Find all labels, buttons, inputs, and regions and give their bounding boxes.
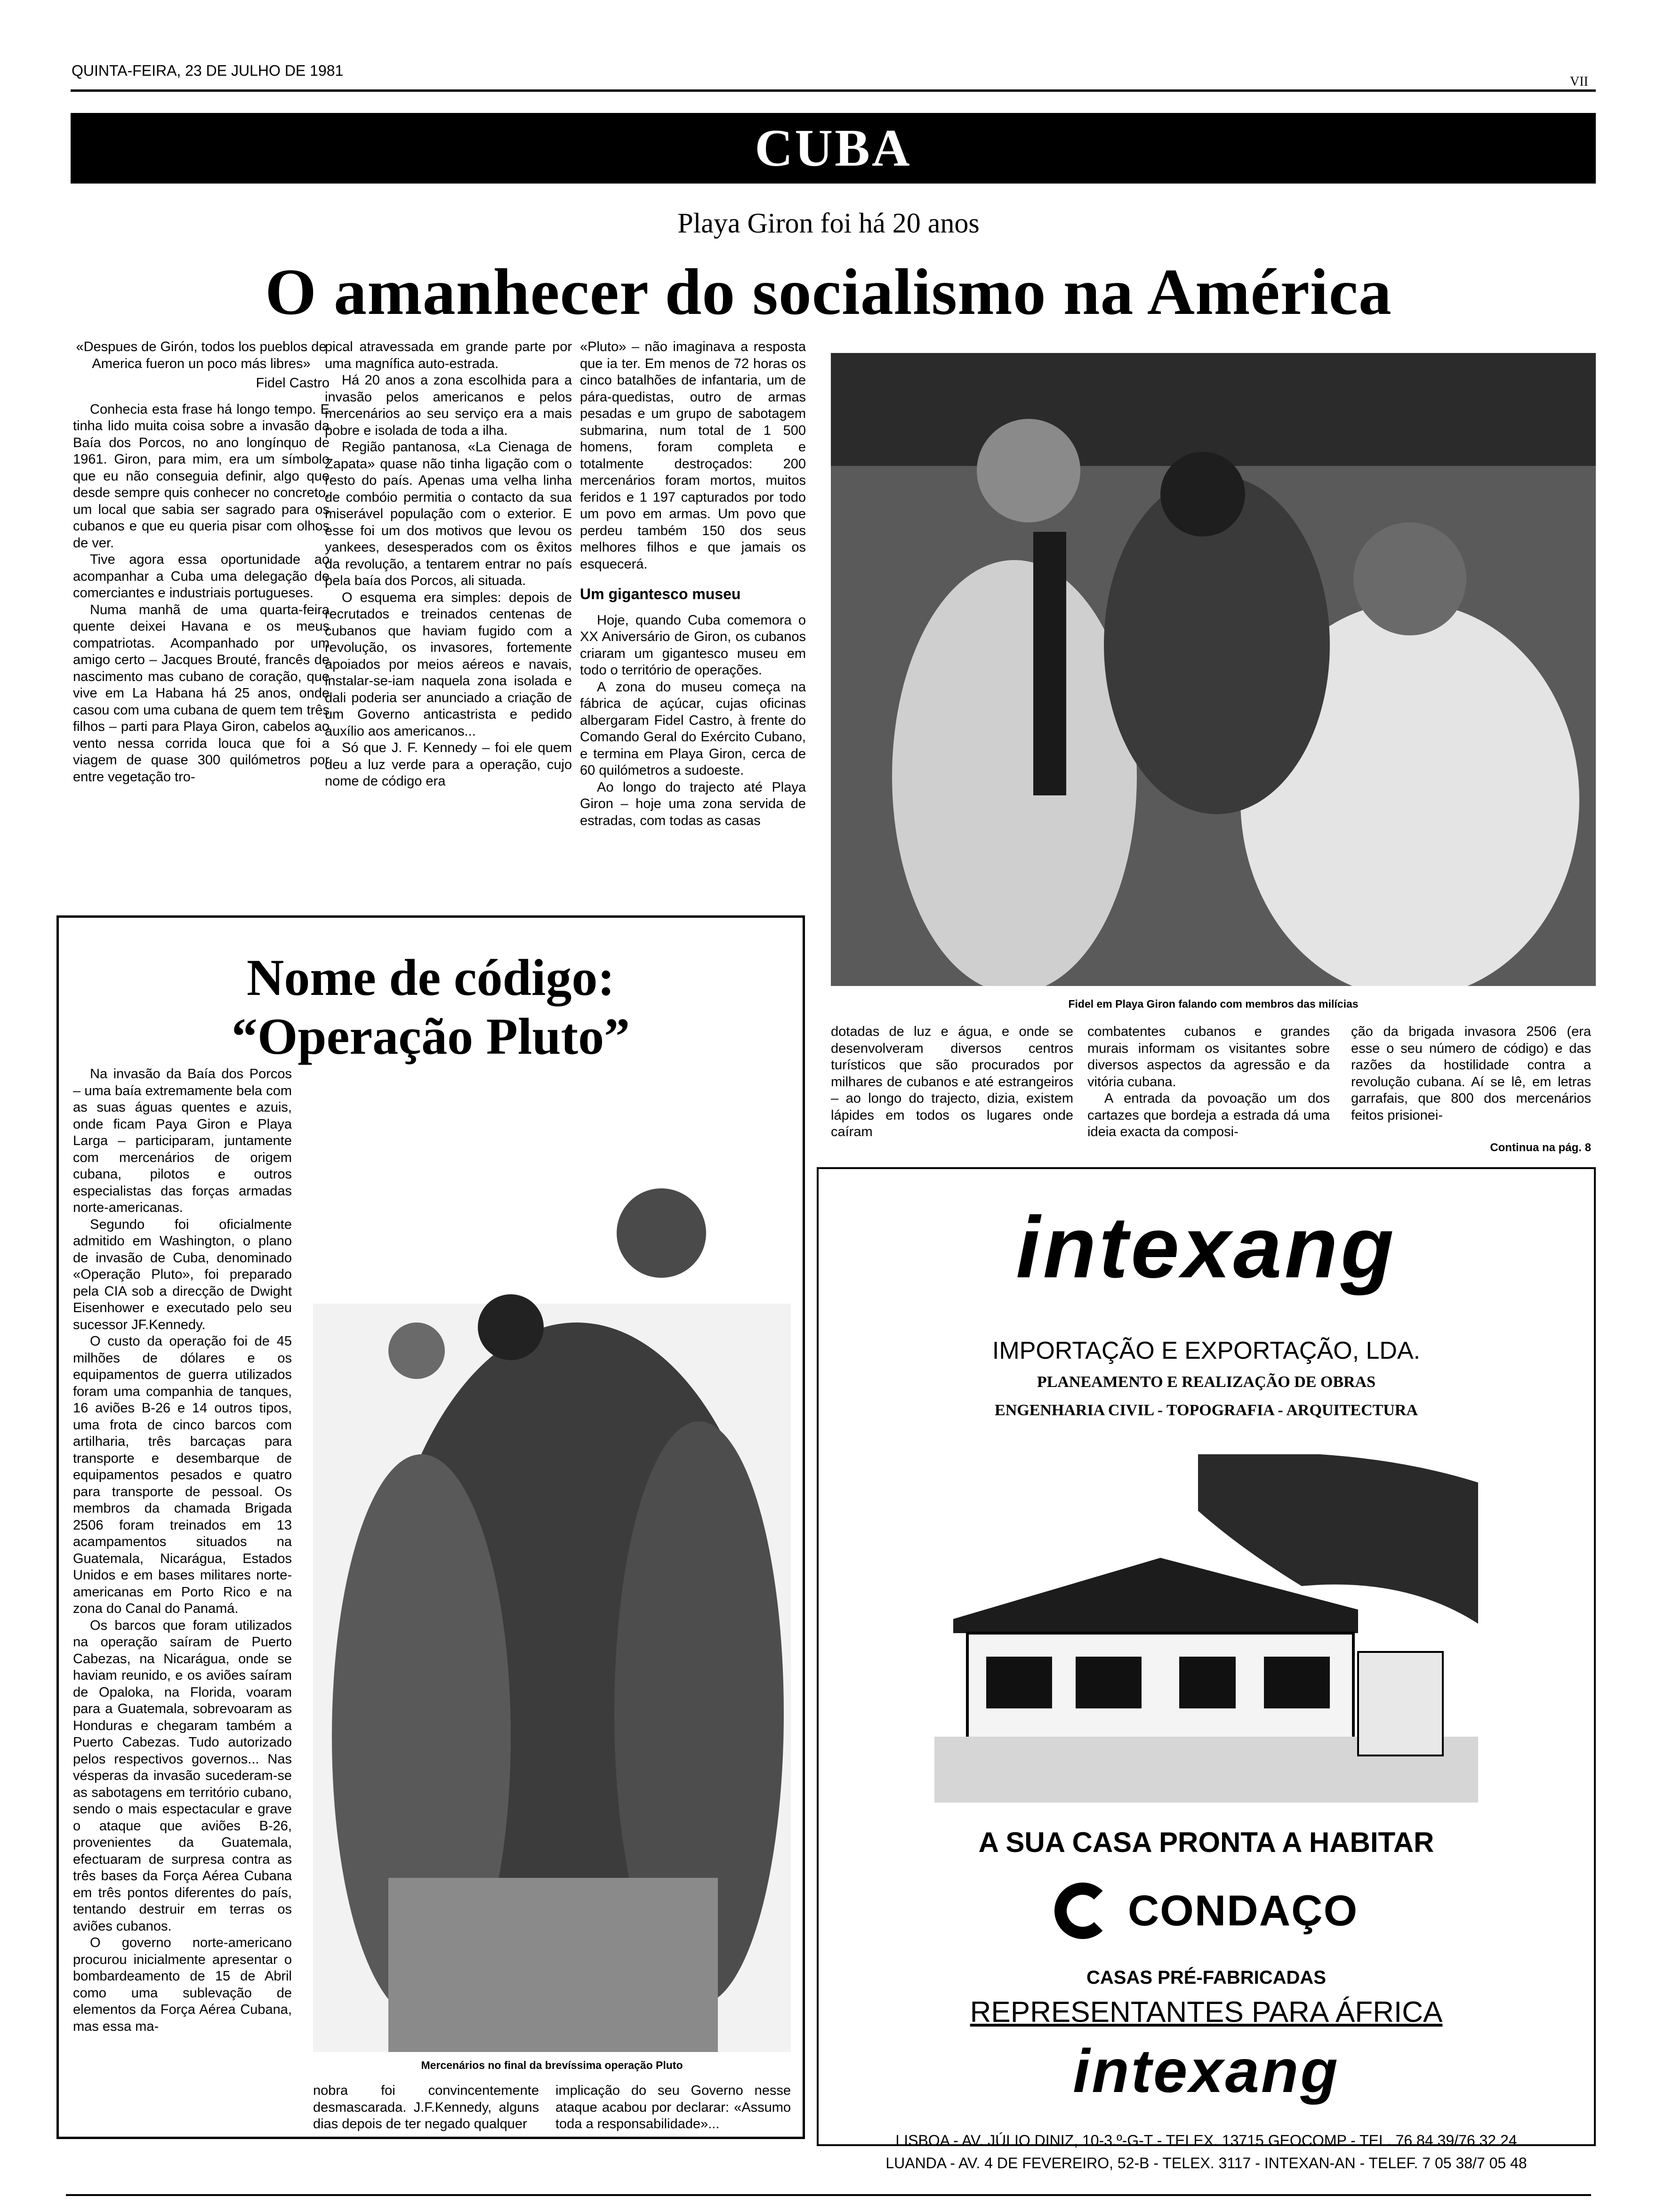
paragraph: A entrada da povoação um dos cartazes que bordeja a estrada dá uma ideia exacta da composi- <box>1087 1091 1330 1139</box>
ad-service-2: ENGENHARIA CIVIL - TOPOGRAFIA - ARQUITECTURA <box>995 1402 1418 1419</box>
sidebar-headline-line1: Nome de código: <box>246 949 615 1006</box>
sidebar-bottom-column-2 <box>555 2083 791 2133</box>
paragraph: O governo norte-americano procurou inicialmente apresentar o bombardeamento de 15 de Abril como uma sublevação de elementos da Força Aérea Cubana, mas essa ma- <box>73 1935 292 2034</box>
continuation-column-1 <box>831 1024 1073 1141</box>
subhead: Um gigantesco museu <box>580 585 741 602</box>
issue-date: QUINTA-FEIRA, 23 DE JULHO DE 1981 <box>72 62 344 79</box>
paragraph: Segundo foi oficialmente admitido em Washington, o plano de invasão de Cuba, denominado «Operação Pluto», foi preparado pela CIA sob a direcção de Dwight Eisenhower e executado pelo seu sucessor JF.Kennedy. <box>73 1217 292 1332</box>
section-banner-label: CUBA <box>755 119 912 177</box>
photo-mercenaries-image <box>313 1172 791 2052</box>
paragraph: Na invasão da Baía dos Porcos – uma baía extremamente bela com as suas águas quentes e azuis, onde ficam Paya Giron e Playa Larga – participaram, juntamente com mercenários de origem cubana, pilotos e outros especialistas das forças armadas norte-americanas. <box>73 1066 292 1215</box>
sidebar-headline <box>61 948 800 1066</box>
ad-representatives: REPRESENTANTES PARA ÁFRICA <box>970 1996 1443 2028</box>
photo-fidel-caption: Fidel em Playa Giron falando com membros das milícias <box>1068 998 1359 1010</box>
header-rule <box>71 89 1596 92</box>
ad-logo: intexang <box>1016 1199 1397 1296</box>
article-kicker: Playa Giron foi há 20 anos <box>677 208 980 239</box>
sidebar-bottom-column-1 <box>313 2083 539 2133</box>
photo-mercenaries-caption: Mercenários no final da brevíssima operação Pluto <box>421 2059 683 2071</box>
paragraph: Ao longo do trajecto até Playa Giron – hoje uma zona servida de estradas, com todas as casas <box>580 779 806 828</box>
article-column-3 <box>580 339 806 829</box>
paragraph: Conhecia esta frase há longo tempo. E tinha lido muita coisa sobre a invasão da Baía dos Porcos, no ano longínquo de 1961. Giron, para mim, era um símbolo que eu não conseguia definir, algo que desde sempre quis conhecer no concreto, um local que sabia ser sagrado para os cubanos e que eu queria pisar com olhos de ver. <box>73 401 330 551</box>
continued-note: Continua na pág. 8 <box>1490 1141 1591 1154</box>
article-column-2 <box>325 339 572 790</box>
paragraph: ção da brigada invasora 2506 (era esse o seu número de código) e das razões da hostilidade contra a revolução cubana. Aí se lê, em letras garrafais, que 800 dos mercenários feitos prisionei- <box>1351 1024 1591 1123</box>
paragraph: dotadas de luz e água, e onde se desenvolveram diversos centros turísticos que são procurados por milhares de cubanos e até estrangeiros – ao longo do trajecto, dizia, existem lápides em todos os lugares onde caíram <box>831 1024 1073 1139</box>
condaco-logo-icon <box>1054 1883 1111 1939</box>
paragraph: O custo da operação foi de 45 milhões de dólares e os equipamentos de guerra utilizados foram uma companhia de tanques, 16 aviões B-26 e 14 outros tipos, uma frota de cinco barcos com artilharia, três barcaças para transporte e desembarque de equipamentos pesados e quatro para transporte de pessoal. Os membros da chamada Brigada 2506 foram treinados em 13 acampamentos situados na Guatemala, Nicarágua, Estados Unidos e em bases militares norte-americanas em Porto Rico e na zona do Canal do Panamá. <box>73 1334 292 1616</box>
ad-brand-name: CONDAÇO <box>1127 1886 1359 1935</box>
page-number: VII <box>1570 74 1588 89</box>
paragraph: Tive agora essa oportunidade ao acompanhar a Cuba uma delegação de comerciantes e industriais portugueses. <box>73 552 330 601</box>
ad-product: CASAS PRÉ-FABRICADAS <box>1086 1967 1326 1988</box>
epigraph-author: Fidel Castro <box>256 376 330 391</box>
ad-address-lisboa: LISBOA - AV. JÚLIO DINIZ, 10-3.º-G-T - TELEX. 13715 GEOCOMP - TEL. 76 84 39/76 32 24 <box>895 2132 1517 2149</box>
ad-house-photo <box>934 1454 1478 1803</box>
ad-house-image <box>934 1454 1478 1803</box>
section-banner <box>71 113 1596 184</box>
sidebar-left-column <box>73 1066 292 2035</box>
continuation-column-2 <box>1087 1024 1330 1141</box>
paragraph: O esquema era simples: depois de recrutados e treinados centenas de cubanos que haviam fugido com a revolução, os invasores, fortemente apoiados por meios aéreos e navais, instalar-se-iam naquela zona isolada e dali poderia ser anunciado a criação de um Governo anticastrista e pedido auxílio aos americanos... <box>325 590 572 739</box>
paragraph: Os barcos que foram utilizados na operação saíram de Puerto Cabezas, na Nicarágua, onde se haviam reunido, e os aviões saíram de Opaloka, na Florida, voaram para a Guatemala, sobrevoaram as Honduras e chegaram também a Puerto Cabezas. Tudo autorizado pelos respectivos governos... Nas vésperas da invasão sucederam-se as sabotagens em território cubano, sendo o mais espectacular e grave o ataque que aviões B-26, provenientes da Guatemala, efectuaram de surpresa contra as três bases da Força Aérea Cubana em três pontos diferentes do país, tentando destruir em terras os aviões cubanos. <box>73 1618 292 1934</box>
paragraph: combatentes cubanos e grandes murais informam os visitantes sobre diversos aspectos da agressão e da vitória cubana. <box>1087 1024 1330 1090</box>
article-headline: O amanhecer do socialismo na América <box>265 256 1392 329</box>
ad-address-luanda: LUANDA - AV. 4 DE FEVEREIRO, 52-B - TELEX. 3117 - INTEXAN-AN - TELEF. 7 05 38/7 05 48 <box>885 2155 1527 2172</box>
photo-fidel-image <box>831 353 1596 986</box>
paragraph: implicação do seu Governo nesse ataque acabou por declarar: «Assumo toda a responsabilidade»... <box>555 2083 791 2132</box>
ad-company: IMPORTAÇÃO E EXPORTAÇÃO, LDA. <box>992 1337 1421 1364</box>
continuation-column-3 <box>1351 1024 1591 1124</box>
article-column-1 <box>73 339 330 785</box>
paragraph: Há 20 anos a zona escolhida para a invasão pelos americanos e pelos mercenários ao seu serviço era a mais pobre e isolada de toda a ilha. <box>325 373 572 438</box>
paragraph: Hoje, quando Cuba comemora o XX Aniversário de Giron, os cubanos criaram um gigantesco museu em todo o território de operações. <box>580 612 806 678</box>
paragraph: pical atravessada em grande parte por uma magnífica auto-estrada. <box>325 339 572 371</box>
paragraph: Região pantanosa, «La Cienaga de Zapata» quase não tinha ligação com o resto do país. Apenas uma velha linha de combóio permitia o contacto da sua miserável população com o exterior. E esse foi um dos motivos que levou os yankees, desesperados com os êxitos da revolução, a tentarem entrar no país pela baía dos Porcos, ali situada. <box>325 440 572 588</box>
sidebar-headline-line2: “Operação Pluto” <box>231 1008 630 1065</box>
footer-rule <box>66 2194 1591 2196</box>
photo-mercenaries <box>313 1172 791 2052</box>
paragraph: Só que J. F. Kennedy – foi ele quem deu a luz verde para a operação, cujo nome de código era <box>325 740 572 789</box>
ad-tagline: A SUA CASA PRONTA A HABITAR <box>978 1827 1434 1858</box>
paragraph: Numa manhã de uma quarta-feira quente deixei Havana e os meus compatriotas. Acompanhado por um amigo certo – Jacques Brouté, francês de nascimento mas cubano de coração, que vive em La Habana há 25 anos, onde casou com uma cubana de quem tem três filhos – parti para Playa Giron, cabelos ao vento nessa corrida louca que foi a viagem de quase 300 quilómetros por entre vegetação tro- <box>73 602 330 785</box>
ad-service-1: PLANEAMENTO E REALIZAÇÃO DE OBRAS <box>1037 1373 1376 1391</box>
ad-brand <box>817 1875 1596 1946</box>
photo-fidel-playa-giron <box>831 353 1596 986</box>
ad-logo-2: intexang <box>1073 2036 1340 2105</box>
epigraph: «Despues de Girón, todos los pueblos de America fueron un poco más libres» <box>76 339 327 371</box>
paragraph: «Pluto» – não imaginava a resposta que ia ter. Em menos de 72 horas os cinco batalhões de infantaria, um de pára-quedistas, outro de armas pesadas e um grupo de sabotagem submarina, num total de 1 500 homens, foram completa e totalmente destroçados: 200 mercenários foram mortos, muitos feridos e 1 197 capturados por todo um povo em armas. Um povo que perdeu também 150 dos seus melhores filhos e que jamais os esquecerá. <box>580 339 806 572</box>
paragraph: nobra foi convincentemente desmascarada. J.F.Kennedy, alguns dias depois de ter negado qualquer <box>313 2083 539 2132</box>
paragraph: A zona do museu começa na fábrica de açúcar, cujas oficinas albergaram Fidel Castro, à frente do Comando Geral do Exército Cubano, e termina em Playa Giron, cerca de 60 quilómetros a sudoeste. <box>580 679 806 778</box>
